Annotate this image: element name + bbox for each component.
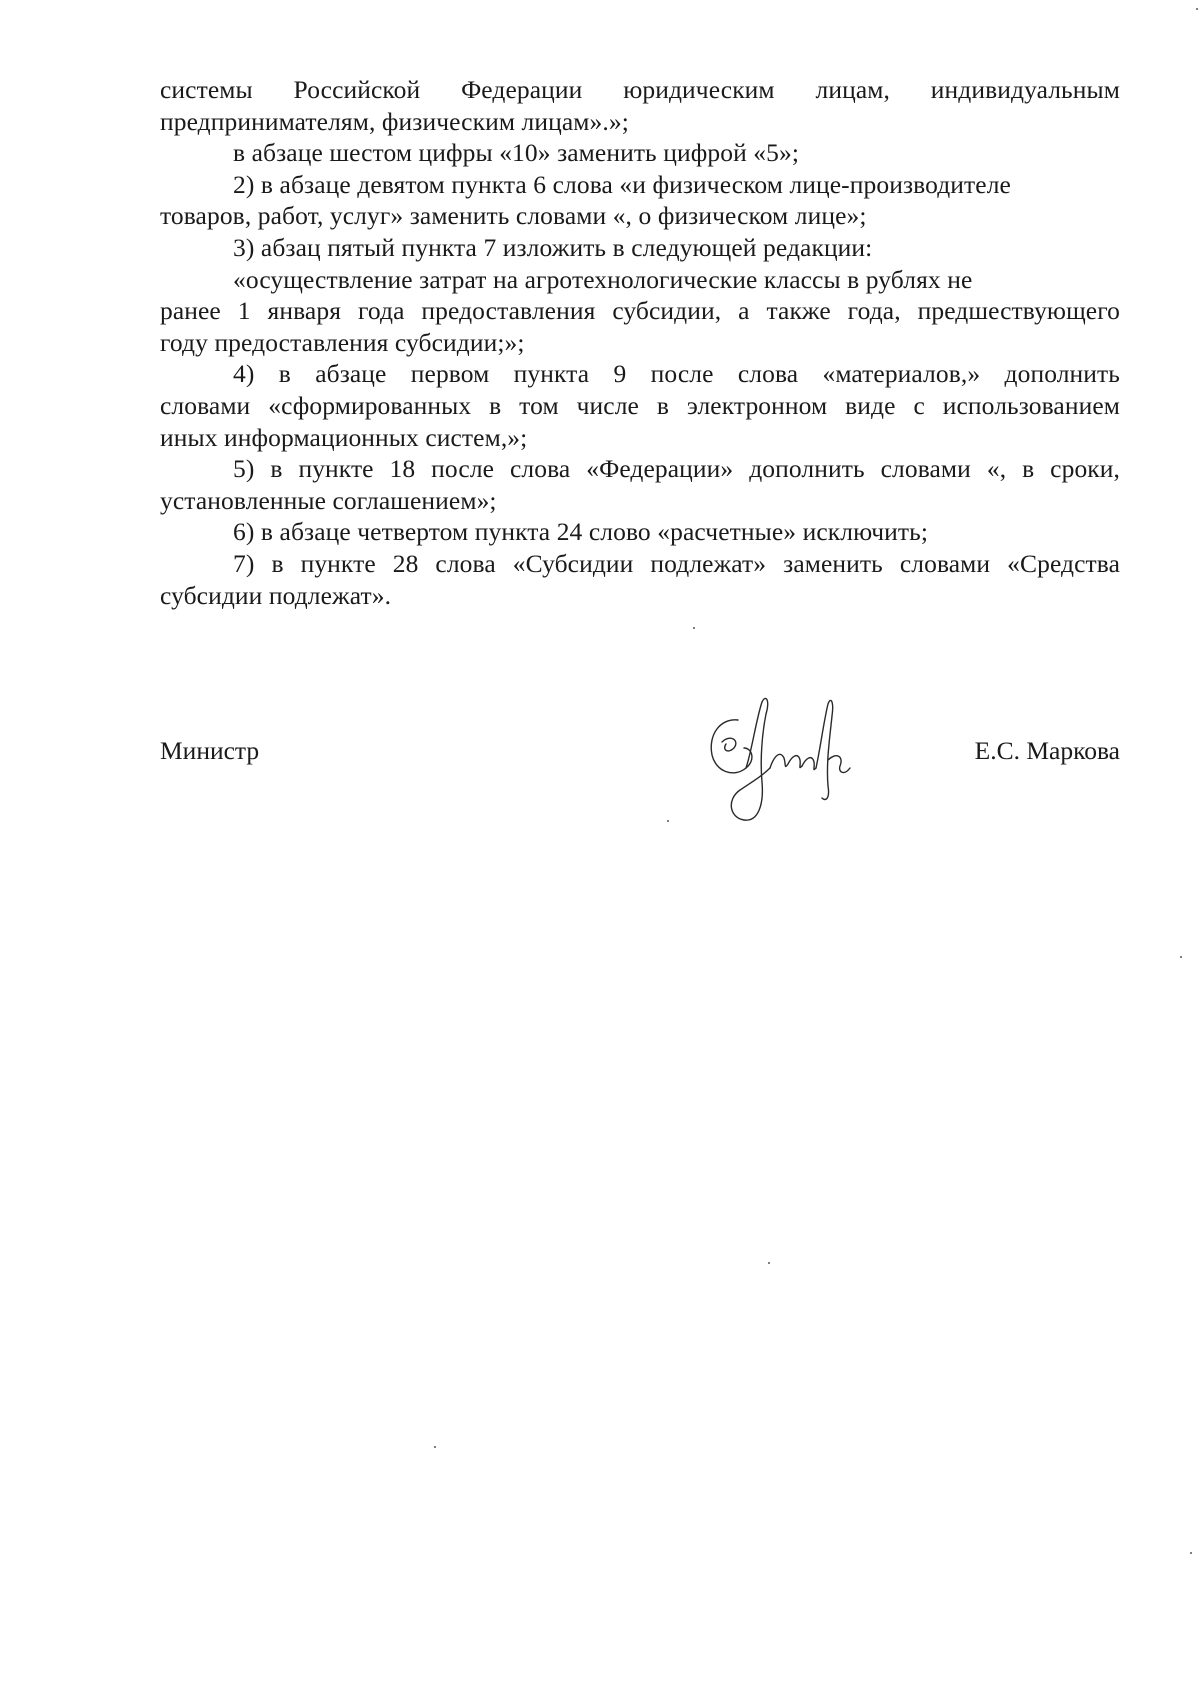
scan-speck <box>434 1446 436 1448</box>
text-line: году предоставления субсидии;»; <box>160 327 525 357</box>
text-line: установленные соглашением»; <box>160 485 497 515</box>
scan-speck <box>693 627 695 629</box>
scan-speck <box>1196 8 1198 10</box>
text-line: системы Российской Федерации юридическим лицам, индивидуальным <box>160 75 1120 104</box>
text-line: товаров, работ, услуг» заменить словами «, о физическом лице»; <box>160 201 867 231</box>
text-line: 2) в абзаце девятом пункта 6 слова «и физическом лице-производителе <box>233 169 1011 199</box>
text-line: предпринимателям, физическим лицам».»; <box>160 106 629 136</box>
text-line: ранее 1 января года предоставления субсидии, а также года, предшествующего <box>160 296 1120 326</box>
signature-row <box>160 735 1120 775</box>
handwritten-signature <box>700 690 870 830</box>
scan-speck <box>667 820 669 822</box>
signer-position: Министр <box>160 736 260 765</box>
text-line: субсидии подлежат». <box>160 580 392 610</box>
text-line: в абзаце шестом цифры «10» заменить цифрой «5»; <box>233 138 800 168</box>
text-line: словами «сформированных в том числе в электронном виде с использованием <box>160 390 1120 420</box>
scan-speck <box>1180 956 1182 958</box>
scan-speck <box>768 1262 770 1264</box>
document-body <box>160 74 1120 611</box>
text-line: 6) в абзаце четвертом пункта 24 слово «расчетные» исключить; <box>233 517 929 547</box>
scan-speck <box>1190 1552 1192 1554</box>
text-line: 3) абзац пятый пункта 7 изложить в следующей редакции: <box>233 232 873 262</box>
signer-name: Е.С. Маркова <box>974 736 1120 765</box>
text-line: 7) в пункте 28 слова «Субсидии подлежат» заменить словами «Средства <box>233 548 1120 578</box>
text-line: 4) в абзаце первом пункта 9 после слова «материалов,» дополнить <box>233 359 1120 389</box>
text-line: иных информационных систем,»; <box>160 422 528 452</box>
text-line: «осуществление затрат на агротехнологические классы в рублях не <box>233 264 973 294</box>
text-line: 5) в пункте 18 после слова «Федерации» дополнить словами «, в сроки, <box>233 454 1120 484</box>
